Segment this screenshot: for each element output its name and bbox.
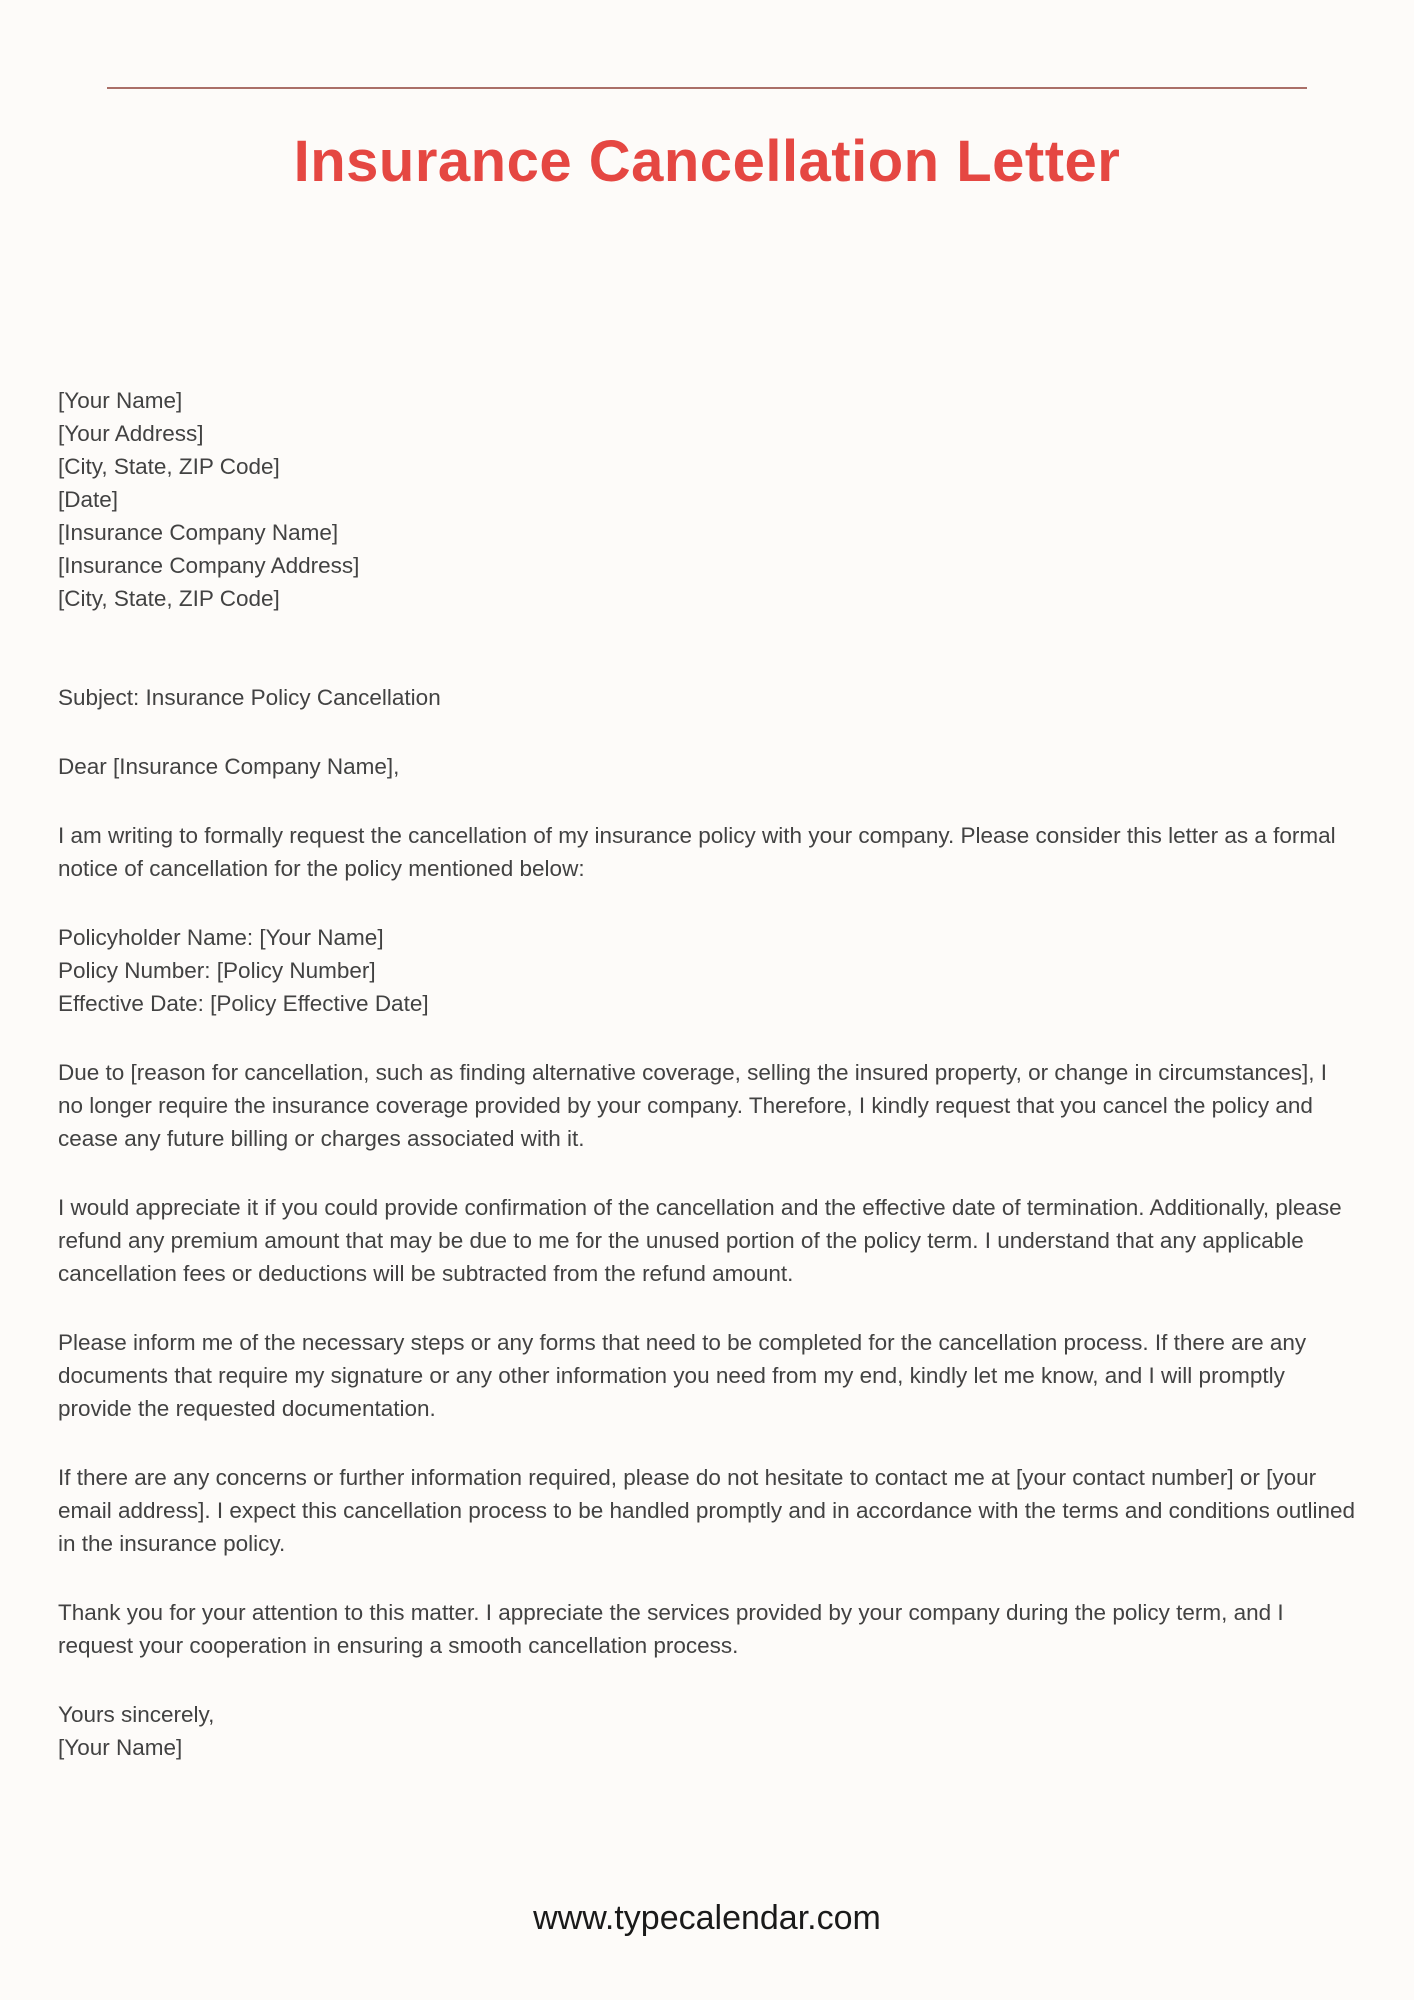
address-line: [Insurance Company Name] <box>58 520 339 545</box>
letter-body <box>58 384 1356 1800</box>
salutation: Dear [Insurance Company Name], <box>58 754 400 779</box>
paragraph-intro: I am writing to formally request the cancellation of my insurance policy with your company. Please consider this letter as a formal notice of cancellation for the policy mentioned below: <box>58 823 1336 881</box>
closing-line: Yours sincerely, <box>58 1702 215 1727</box>
address-line: [City, State, ZIP Code] <box>58 454 280 479</box>
closing-block <box>58 1698 1356 1764</box>
subject-line: Subject: Insurance Policy Cancellation <box>58 685 441 710</box>
paragraph-contact: If there are any concerns or further information required, please do not hesitate to contact me at [your contact number] or [your email address]. I expect this cancellation process to be handled promptly and in accordance with the terms and conditions outlined in the insurance policy. <box>58 1465 1355 1556</box>
policy-line: Policyholder Name: [Your Name] <box>58 925 384 950</box>
address-line: [Your Address] <box>58 421 204 446</box>
address-line: [Insurance Company Address] <box>58 553 360 578</box>
address-line: [City, State, ZIP Code] <box>58 586 280 611</box>
address-line: [Your Name] <box>58 388 183 413</box>
paragraph-reason: Due to [reason for cancellation, such as finding alternative coverage, selling the insured property, or change in circumstances], I no longer require the insurance coverage provided by your company. Therefore, I kindly request that you cancel the policy and cease any future billing or charges associated with it. <box>58 1060 1328 1151</box>
policy-line: Effective Date: [Policy Effective Date] <box>58 991 429 1016</box>
paragraph-confirmation: I would appreciate it if you could provide confirmation of the cancellation and the effective date of termination. Additionally, please refund any premium amount that may be due to me for the unused portion of the policy term. I understand that any applicable cancellation fees or deductions will be subtracted from the refund amount. <box>58 1195 1342 1286</box>
paragraph-thanks: Thank you for your attention to this matter. I appreciate the services provided by your company during the policy term, and I request your cooperation in ensuring a smooth cancellation process. <box>58 1600 1284 1658</box>
closing-line: [Your Name] <box>58 1735 183 1760</box>
page-title: Insurance Cancellation Letter <box>293 129 1121 194</box>
footer-website: www.typecalendar.com <box>533 1899 881 1937</box>
policy-details-block <box>58 921 1356 1020</box>
paragraph-process: Please inform me of the necessary steps or any forms that need to be completed for the cancellation process. If there are any documents that require my signature or any other information you need from my end, kindly let me know, and I will promptly provide the requested documentation. <box>58 1330 1307 1421</box>
sender-address-block <box>58 384 1356 615</box>
policy-line: Policy Number: [Policy Number] <box>58 958 376 983</box>
address-line: [Date] <box>58 487 119 512</box>
top-divider-rule <box>107 87 1307 89</box>
